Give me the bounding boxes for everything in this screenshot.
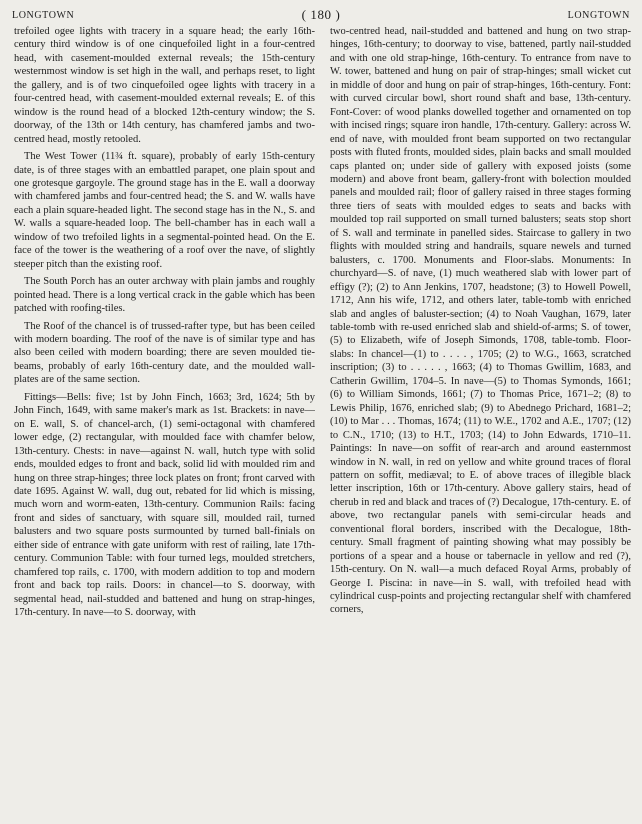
running-head-right: LONGTOWN — [567, 10, 630, 21]
right-column — [330, 25, 631, 819]
left-column — [14, 25, 315, 819]
paragraph-fittings-continued: two-centred head, nail-studded and battened and hung on two strap-hinges, 16th-century; to doorway to vise, battened, partly nail-studded and with one old strap-hinge, 16th-century. To entrance from nave to W. tower, battened and hung on pair of strap-hinges; small wicket cut in middle of door and hung on pair of strap-hinges, 16th-century. Font: with curved circular bowl, short round shaft and base, 13th-century. Font-Cover: of wood planks dowelled together and ornamented on top with incised rings; square iron handle, 17th-century. Gallery: across W. end of nave, with moulded front beam supported on two rectangular posts with fluted fronts, moulded sides, plain backs and small moulded caps planted on; under side of gallery with exposed joists (some modern) and above front beam, gallery-front with bolection moulded panels and moulded rail; floor of gallery raised in three stages forming three tiers of seats with moulded edges to seats and backs with moulded top rail supported on small turned balusters; seats stop short of S. wall and terminate in panelled sides. Staircase to gallery in two flights with moulded string and handrails, square newels and turned balusters, c. 1700. Monuments and Floor-slabs. Monuments: In churchyard—S. of nave, (1) much weathered slab with lower part of effigy (?); (2) to Ann Jenkins, 1707, headstone; (3) to Howell Powell, 1712, Ann his wife, 1712, and others later, table-tomb with enriched slab and angles of baluster-section; (4) to Noah Vaughan, 1679, later table-tomb with re-used enriched slab and shield-of-arms; S. of tower, (5) to Elizabeth, wife of Joseph Simonds, 1708, table-tomb. Floor-slabs: In chancel—(1) to . . . . , 1705; (2) to W.G., 1663, scratched inscription; (3) to . . . . . , 1663; (4) to Thomas Gwillim, 1683, and Catherin Gwillim, 1704–5. In nave—(5) to Thomas Symonds, 1661; (6) to William Simonds, 1661; (7) to Thomas Price, 1671–2; (8) to Lewis Philip, 1676, enriched slab; (9) to Abednego Prichard, 1681–2; (10) to Mar . . . Thomas, 1674; (11) to W.E., 1702 and A.E., 1707; (12) to C.N., 1710; (13) to H.T., 1703; (14) to John Edwards, 1710–11. Paintings: In nave—on soffit of rear-arch and around easternmost window in N. wall, in red on yellow and white ground traces of floral pattern on soffit, mediæval; to E. of above traces of illegible black letter inscription, 16th or 17th-century. Above gallery stairs, head of cherub in red and black and traces of (?) Decalogue, 17th-century. E. of above, two rectangular panels with semi-circular heads and conventional floral borders, inscribed with the Decalogue, 18th-century. Small fragment of painting showing what may possibly be portions of a spear and a house or tabernacle in yellow and red (?), 15th-century. On N. wall—a much defaced Royal Arms, probably of George I. Piscina: in nave—in S. wall, with trefoiled head with cylindrical cusp-points and projecting rectangular shelf with chamfered corners, — [330, 26, 631, 616]
paragraph-roof: The Roof of the chancel is of trussed-rafter type, but has been ceiled with modern boarding. The roof of the nave is of similar type and has also been ceiled with modern boarding; there are seven moulded tie-beams, probably of early 16th-century date, and the moulded wall-plates are of the same section. — [14, 320, 315, 386]
running-head-left: LONGTOWN — [12, 10, 75, 21]
page-header — [12, 7, 630, 25]
page-number: ( 180 ) — [301, 7, 341, 22]
paragraph-west-tower: The West Tower (11¾ ft. square), probably of early 15th-century date, is of three stages with an embattled parapet, one plain spout and one grotesque gargoyle. The ground stage has in the E. wall a doorway with chamfered jambs and four-centred head; the S. and W. walls have each a plain square-headed light. The second stage has in the N., S. and W. walls a square-headed loop. The bell-chamber has in each wall a window of two trefoiled lights in a segmental-pointed head. On the E. face of the tower is the weathering of a roof over the nave, of slightly steeper pitch than the existing roof. — [14, 151, 315, 270]
paragraph-fittings: Fittings—Bells: five; 1st by John Finch, 1663; 3rd, 1624; 5th by John Finch, 1649, with same maker's mark as 1st. Brackets: in nave—on E. wall, S. of chancel-arch, (1) semi-octagonal with chamfered lower edge, (2) rectangular, with moulded face with chamfer below, 13th-century. Chests: in nave—against N. wall, hutch type with solid ends, moulded edges to front and back, solid lid with moulded rim and hung on three strap-hinges; three lock plates on front; front carved with date 1695. Against W. wall, dug out, rebated for lid which is missing, much worn and worm-eaten, 13th-century. Communion Rails: facing front and sides of sanctuary, with square sill, moulded rail, turned balusters and two square posts surmounted by turned ball-finials on either side of entrance with gate uniform with rest of railing, late 17th-century. Communion Table: with four turned legs, moulded stretchers, chamfered top rails, c. 1700, with modern addition to top and modern front and back top rails. Doors: in chancel—to S. doorway, with segmental head, nail-studded and battened and hung on strap-hinges, 17th-century. In nave—to S. doorway, with — [14, 391, 315, 619]
paragraph-windows-continued: trefoiled ogee lights with tracery in a square head; the early 16th-century third window is of one cinquefoiled light in a four-centred head, with casement-moulded external reveals; the 15th-century westernmost window is set high in the wall, and perhaps reset, to light the gallery, and is of two cinquefoiled ogee lights with tracery in a four-centred head, with casement-moulded external reveals; E. of this window is the round head of a blocked 12th-century window; the S. doorway, of the 13th or 14th century, has chamfered jambs and two-centred head, mostly retooled. — [14, 26, 315, 145]
paragraph-south-porch: The South Porch has an outer archway with plain jambs and roughly pointed head. There is a long vertical crack in the gable which has been patched with roofing-tiles. — [14, 276, 315, 315]
